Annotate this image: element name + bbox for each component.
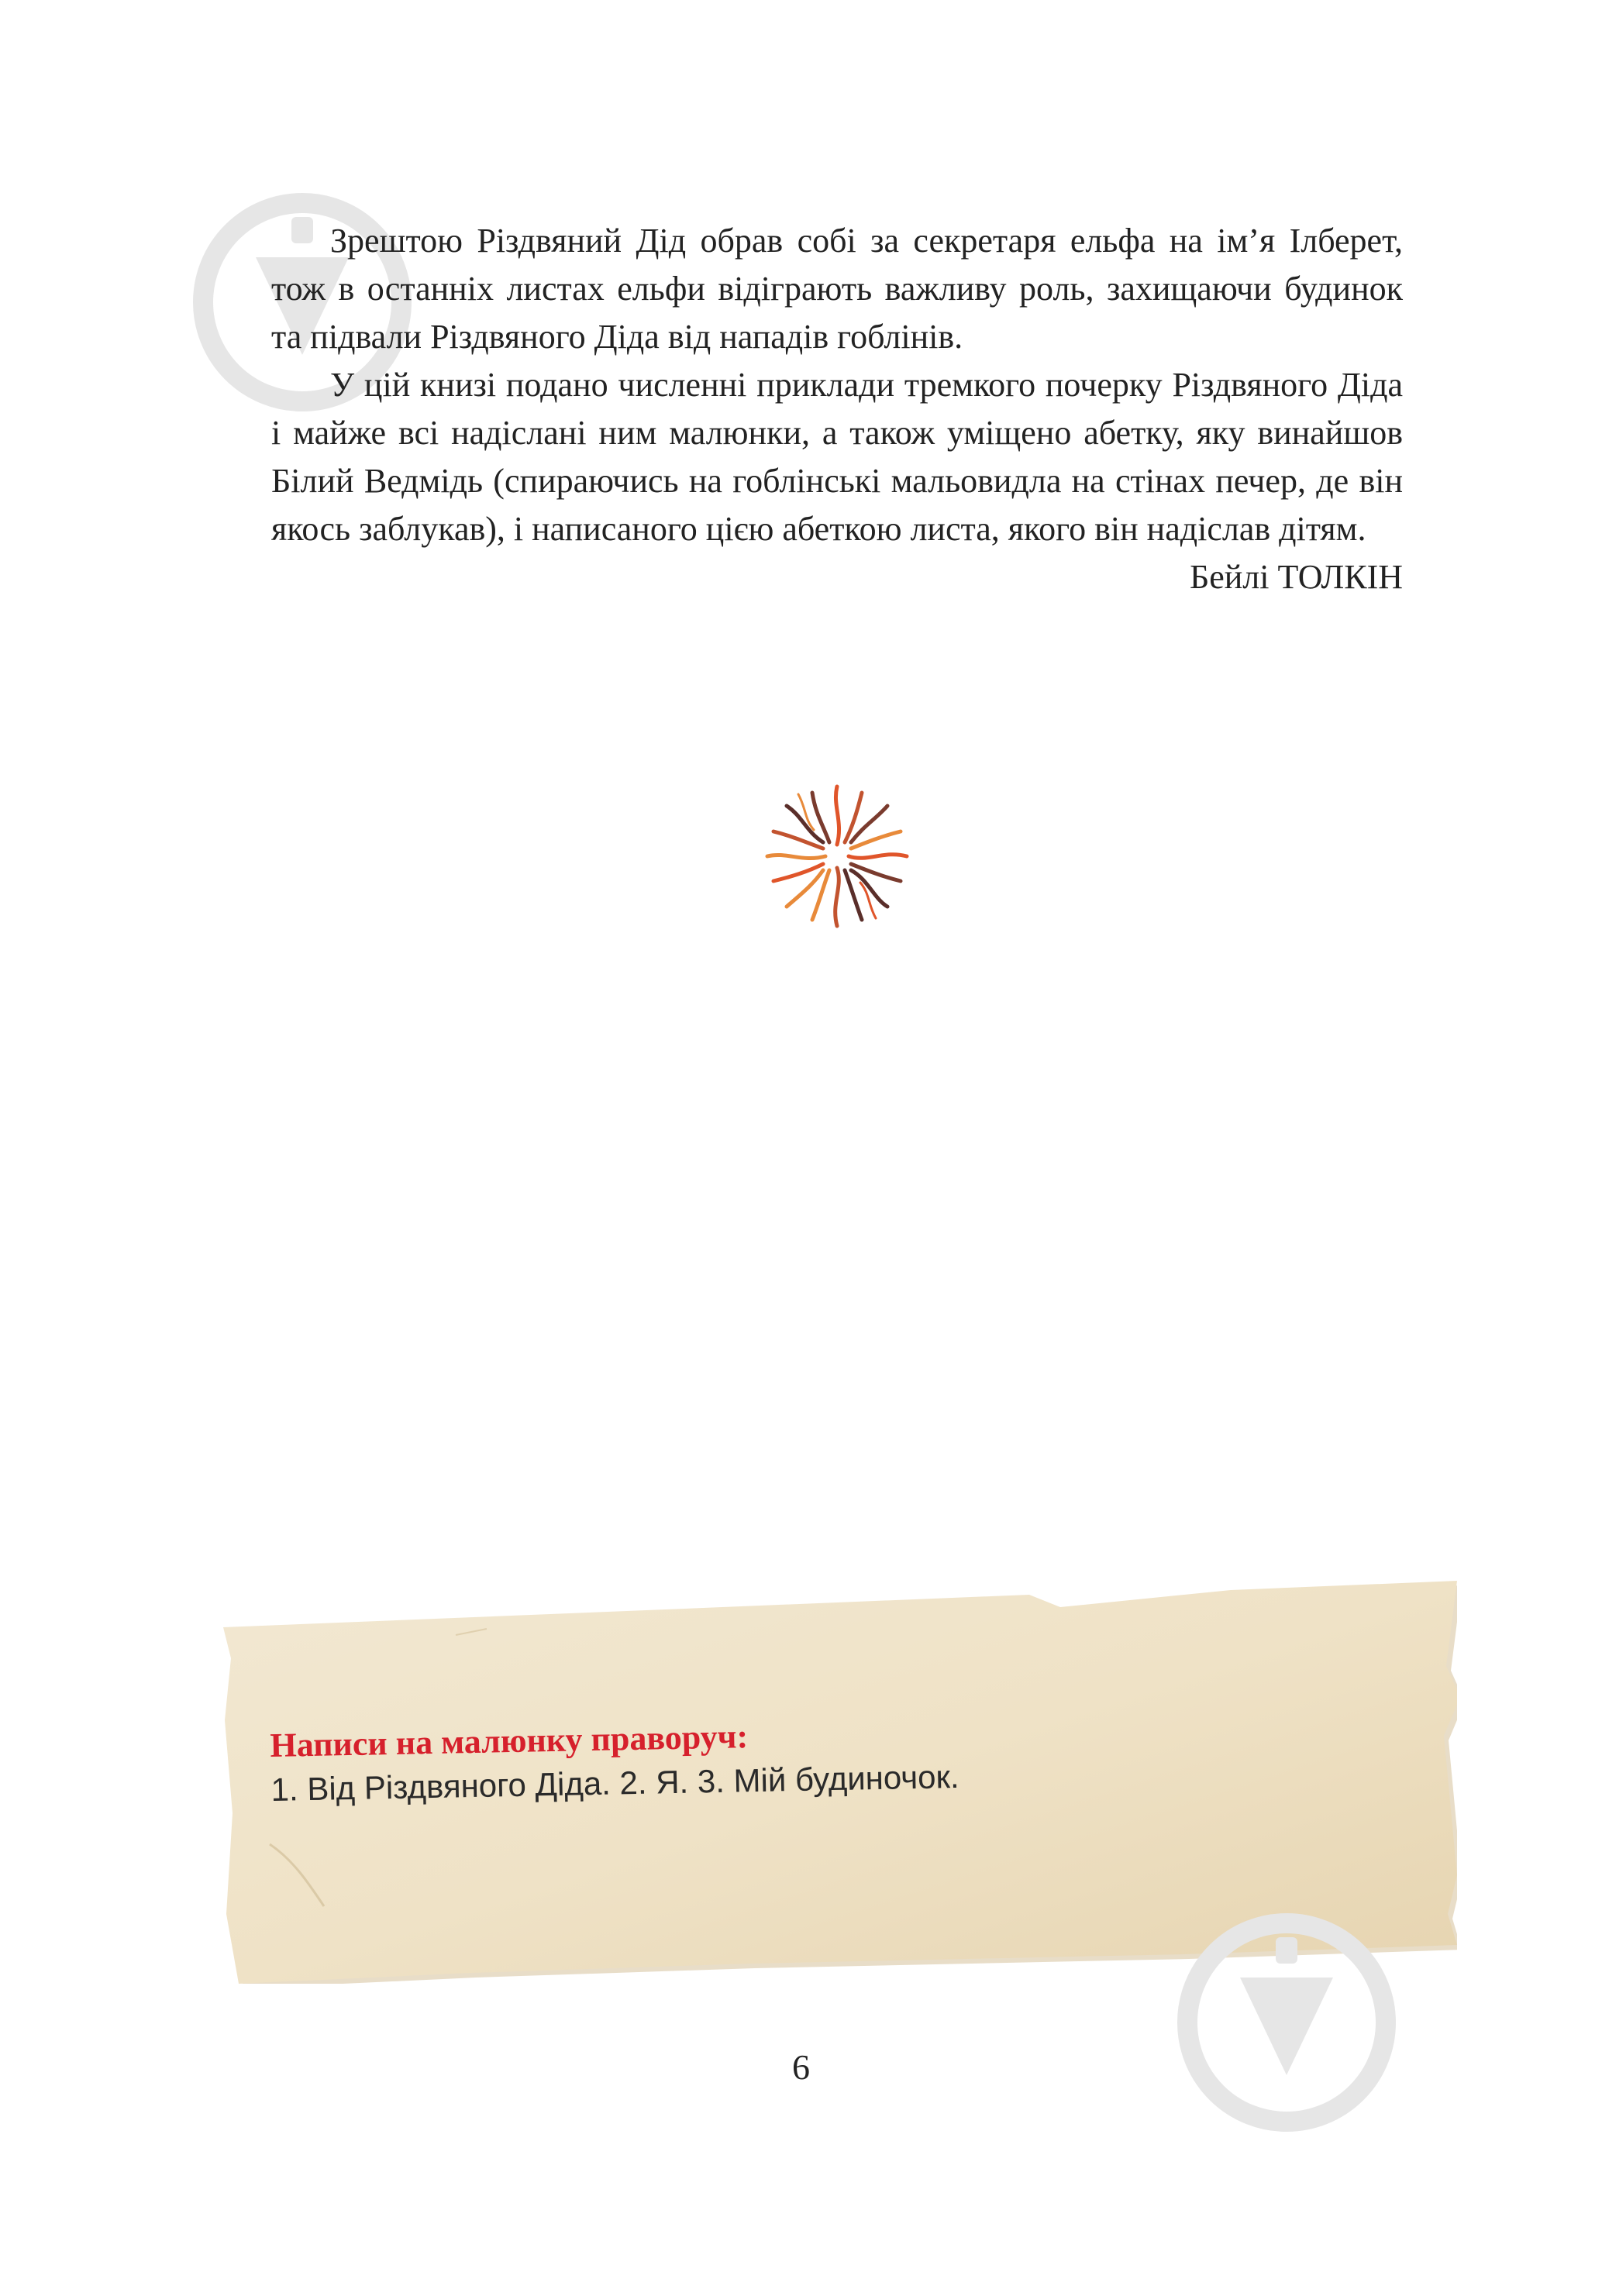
main-text bbox=[271, 217, 1403, 601]
sunburst-ornament-icon bbox=[752, 771, 922, 941]
page-number: 6 bbox=[792, 2047, 810, 2087]
paragraph-1: Зрештою Різдвяний Дід обрав собі за секретаря ельфа на ім’я Ілберет, тож в останніх листах ельфи відіграють важливу роль, захищаючи будинок та підвали Різдвяного Діда від нападів гоблінів. bbox=[271, 222, 1403, 356]
paragraph-2: У цій книзі подано численні приклади тремкого почерку Різдвяного Діда і майже всі надіслані ним малюнки, а також уміщено абетку, яку винайшов Білий Ведмідь (спираючись на гоблінські мальовидла на стінах печер, де він якось заблукав), і написаного цією абеткою листа, якого він надіслав дітям. bbox=[271, 366, 1403, 548]
download-watermark-icon bbox=[1170, 1906, 1403, 2139]
note-text: 1. Від Різдвяного Діда. 2. Я. 3. Мій будиночок. bbox=[270, 1757, 959, 1808]
author-signature: Бейлі ТОЛКІН bbox=[1189, 558, 1403, 596]
note-heading: Написи на малюнку праворуч: bbox=[270, 1717, 749, 1764]
